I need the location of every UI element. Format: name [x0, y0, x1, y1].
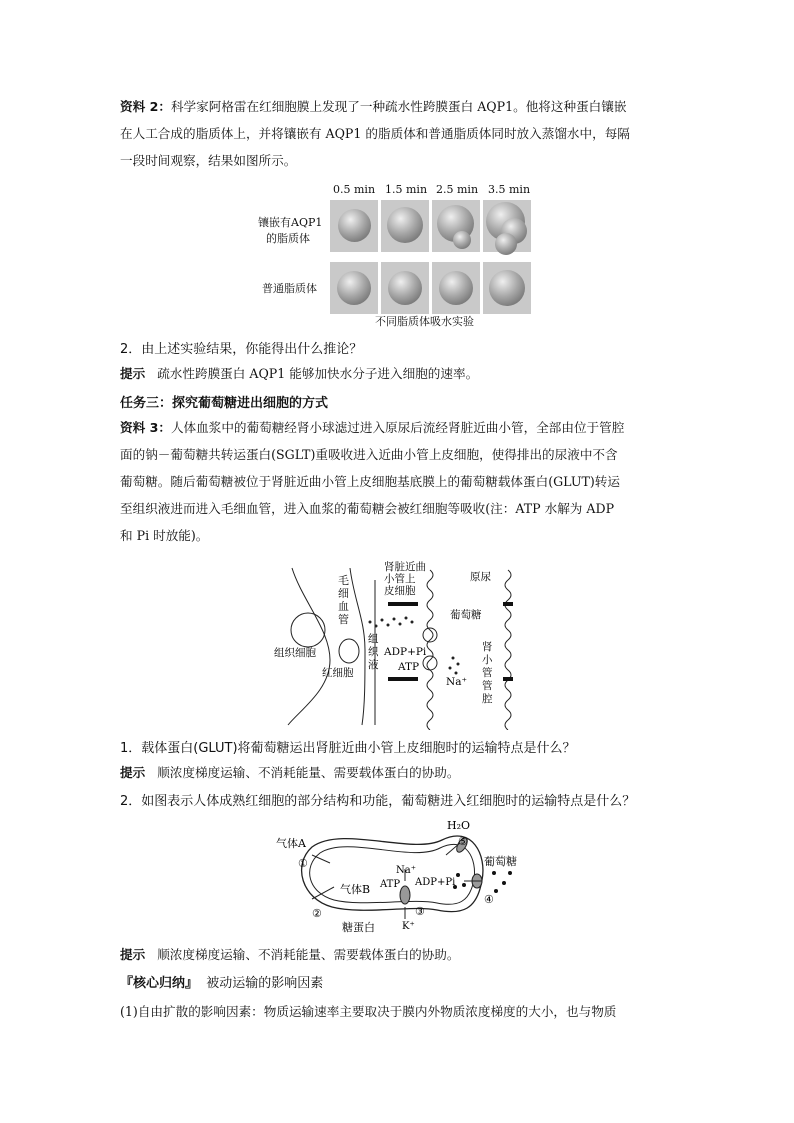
liposome-bulge [495, 233, 517, 255]
material2-line3: 一段时间观察，结果如图所示。 [120, 153, 297, 168]
lumen-label: 腔 [482, 693, 493, 705]
capillary-wall [350, 568, 365, 725]
na-label: Na⁺ [396, 865, 416, 876]
pump-protein [400, 886, 410, 904]
capillary-label: 管 [338, 613, 349, 626]
lumen-label: 管 [482, 680, 493, 692]
material2-line1: 资料 2：科学家阿格雷在红细胞膜上发现了一种疏水性跨膜蛋白 AQP1。他将这种蛋白镶嵌 [120, 99, 627, 114]
liposome-ball [338, 209, 371, 242]
normal-tile-1 [330, 262, 378, 314]
q2-question: 2．由上述实验结果，你能得出什么推论？ [120, 342, 363, 357]
num-2: ② [312, 907, 322, 920]
q2-hint: 提示 疏水性跨膜蛋白 AQP1 能够加快水分子进入细胞的速率。 [120, 366, 479, 381]
liposome-ball [439, 271, 473, 305]
normal-tile-3 [432, 262, 480, 314]
aqp1-tile-1 [330, 200, 378, 252]
hint-label: 提示 [120, 947, 146, 962]
microvilli-edge [427, 570, 433, 730]
tissue-cell-shape [291, 613, 325, 647]
material3-line1: 资料 3：人体血浆中的葡萄糖经肾小球滤过进入原尿后流经肾脏近曲小管，全部由位于管腔 [120, 420, 625, 435]
glycoprotein-label: 糖蛋白 [342, 921, 375, 934]
membrane-bar [388, 602, 418, 606]
liposome-ball [387, 207, 423, 243]
summary-tag: 『核心归纳』 [120, 976, 199, 991]
time-label-1: 0.5 min [333, 183, 376, 196]
membrane-bar [388, 677, 418, 681]
material3-line4: 至组织液进而进入毛细血管，进入血浆的葡萄糖会被红细胞等吸收(注：ATP 水解为 ADP [120, 501, 615, 516]
tissue-cell-label: 组织细胞 [274, 647, 316, 659]
glucose-label: 葡萄糖 [450, 609, 482, 621]
gas-b-label: 气体B [340, 883, 371, 896]
num-3: ③ [415, 905, 425, 918]
q3-question: 1．载体蛋白(GLUT)将葡萄糖运出肾脏近曲小管上皮细胞时的运输特点是什么？ [120, 741, 576, 756]
hint-label: 提示 [120, 765, 146, 780]
aqp1-tile-3 [432, 200, 480, 252]
liposome-ball [337, 271, 371, 305]
material3-line2: 面的钠－葡萄糖共转运蛋白(SGLT)重吸收进入近曲小管上皮细胞，使得排出的尿液中不含 [120, 447, 618, 462]
q3-hint: 提示 顺浓度梯度运输、不消耗能量、需要载体蛋白的协助。 [120, 765, 460, 780]
glucose-label: 葡萄糖 [484, 855, 517, 868]
urine-label: 原尿 [470, 571, 491, 583]
kidney-glucose-diagram [270, 560, 530, 730]
kidney-label-1: 肾脏近曲 [384, 561, 426, 573]
liposome-ball [489, 270, 525, 306]
material2-line2: 在人工合成的脂质体上，并将镶嵌有 AQP1 的脂质体和普通脂质体同时放入蒸馏水中，每隔 [120, 126, 630, 141]
capillary-labels [338, 574, 349, 626]
normal-liposome-label: 普通脂质体 [262, 282, 317, 295]
membrane-bar [503, 602, 513, 606]
atp-label: ATP [380, 879, 401, 890]
q4-hint: 提示 顺浓度梯度运输、不消耗能量、需要载体蛋白的协助。 [120, 947, 460, 962]
na-label: Na⁺ [446, 676, 467, 688]
red-blood-cell-diagram [272, 815, 532, 940]
capillary-label: 细 [338, 587, 349, 600]
tissue-fluid-label: 液 [368, 659, 379, 671]
membrane-bar [503, 677, 513, 681]
task3-title: 任务三：探究葡萄糖进出细胞的方式 [120, 396, 329, 411]
summary-line1: (1)自由扩散的影响因素：物质运输速率主要取决于膜内外物质浓度梯度的大小，也与物质 [120, 1004, 617, 1019]
capillary-label: 毛 [338, 574, 349, 587]
normal-tile-4 [483, 262, 531, 314]
adp-pi-label: ADP+Pi [384, 646, 427, 658]
num-4: ④ [484, 893, 494, 906]
liposome-ball [388, 271, 422, 305]
time-label-3: 2.5 min [436, 183, 479, 196]
figure1-caption: 不同脂质体吸水实验 [375, 315, 474, 328]
lumen-labels [482, 640, 493, 705]
liposome-bulge [453, 231, 471, 249]
kidney-label-3: 皮细胞 [384, 585, 416, 597]
cell-membrane [302, 836, 483, 912]
aqp1-tile-4 [483, 200, 531, 252]
lumen-edge [505, 570, 511, 730]
lumen-label: 小 [482, 654, 493, 666]
material2-label: 资料 2： [120, 99, 171, 114]
aqp1-liposome-label: 镶嵌有AQP1 [258, 216, 323, 229]
red-cell-shape [339, 639, 359, 663]
h2o-label: H₂O [447, 819, 471, 832]
tissue-fluid-label: 织 [368, 646, 379, 658]
adp-pi-label: ADP+Pi [415, 877, 456, 888]
atp-label: ATP [398, 661, 420, 673]
sglt-transporter [423, 656, 437, 670]
material3-line3: 葡萄糖。随后葡萄糖被位于肾脏近曲小管上皮细胞基底膜上的葡萄糖载体蛋白(GLUT)转运 [120, 474, 620, 489]
normal-tile-2 [381, 262, 429, 314]
lumen-label: 肾 [482, 641, 493, 653]
num-1: ① [298, 857, 308, 870]
cell-membrane-inner [310, 844, 475, 904]
summary-heading [120, 972, 680, 991]
tissue-fluid-label: 组 [368, 633, 379, 645]
time-label-4: 3.5 min [488, 183, 531, 196]
time-label-2: 1.5 min [385, 183, 428, 196]
summary-title: 被动运输的影响因素 [206, 976, 324, 991]
capillary-label: 血 [338, 600, 349, 613]
aqp1-tile-2 [381, 200, 429, 252]
lumen-label: 管 [482, 667, 493, 679]
hint-label: 提示 [120, 366, 146, 381]
material3-label: 资料 3： [120, 420, 171, 435]
k-label: K⁺ [402, 921, 415, 932]
material3-line5: 和 Pi 时放能)。 [120, 528, 209, 543]
gas-a-label: 气体A [276, 837, 306, 850]
red-cell-label: 红细胞 [322, 667, 354, 679]
kidney-label-2: 小管上 [384, 573, 416, 585]
num-5: ⑤ [458, 835, 468, 848]
q4-question: 2．如图表示人体成熟红细胞的部分结构和功能，葡萄糖进入红细胞时的运输特点是什么？ [120, 794, 636, 809]
aqp1-liposome-label-2: 的脂质体 [266, 232, 310, 245]
